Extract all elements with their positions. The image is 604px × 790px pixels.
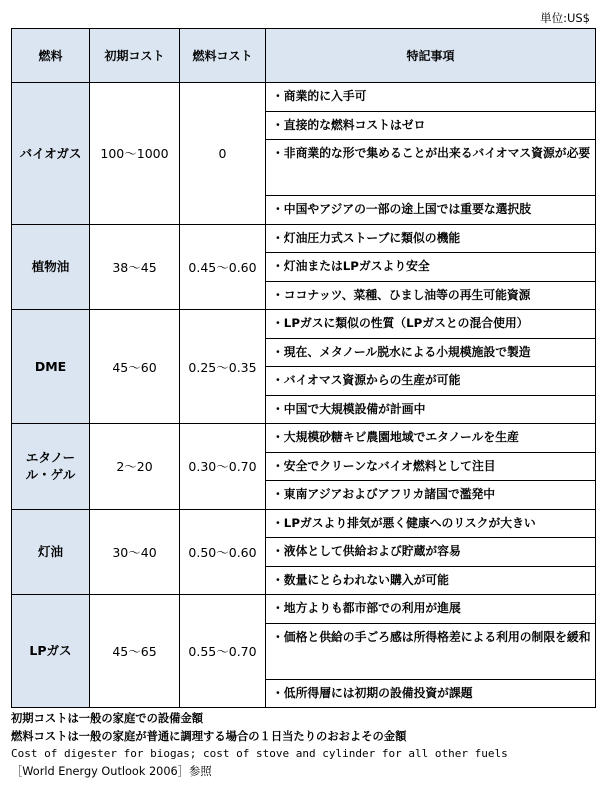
fuel-cost: 0.30〜0.70 <box>180 424 266 510</box>
note-item: ・液体として供給および貯蔵が容易 <box>266 538 595 567</box>
fuel-name: DME <box>12 310 90 424</box>
fuel-name: バイオガス <box>12 83 90 225</box>
initial-cost: 45〜65 <box>90 595 180 708</box>
note-item: ・ココナッツ、菜種、ひまし油等の再生可能資源 <box>272 287 531 302</box>
note-item: ・LPガスに類似の性質（LPガスとの混合使用） <box>266 310 595 339</box>
initial-cost: 2〜20 <box>90 424 180 510</box>
note-item: ・商業的に入手可 <box>266 83 595 112</box>
footnotes <box>11 710 508 780</box>
unit-label: 単位:US$ <box>540 11 590 25</box>
table-row-biogas <box>12 83 596 225</box>
notes-cell <box>266 310 596 424</box>
header-notes: 特記事項 <box>266 29 596 83</box>
note-item: ・非商業的な形で集めることが出来るバイオマス資源が必要 <box>266 140 595 196</box>
initial-cost: 45〜60 <box>90 310 180 424</box>
fuel-cost: 0 <box>180 83 266 225</box>
fuel-name: 植物油 <box>12 224 90 310</box>
note-item: ・地方よりも都市部での利用が進展 <box>266 595 595 624</box>
note-item: ・中国で大規模設備が計画中 <box>272 401 426 416</box>
note-item: ・価格と供給の手ごろ感は所得格差による利用の制限を緩和 <box>266 624 595 680</box>
fuel-cost: 0.45〜0.60 <box>180 224 266 310</box>
table-row-kerosene <box>12 509 596 595</box>
fuel-cost: 0.55〜0.70 <box>180 595 266 708</box>
initial-cost: 38〜45 <box>90 224 180 310</box>
note-item: ・東南アジアおよびアフリカ諸国で濫発中 <box>272 487 496 501</box>
fuel-cost: 0.25〜0.35 <box>180 310 266 424</box>
header-initial-cost: 初期コスト <box>90 29 180 83</box>
note-item: ・直接的な燃料コストはゼロ <box>266 112 595 141</box>
footnote-initial-cost: 初期コストは一般の家庭での設備金額 <box>11 712 204 725</box>
note-item: ・大規模砂糖キビ農園地域でエタノールを生産 <box>266 424 595 453</box>
notes-cell <box>266 424 596 510</box>
note-item: ・バイオマス資源からの生産が可能 <box>266 367 595 396</box>
notes-cell <box>266 224 596 310</box>
table-row-vegetable-oil <box>12 224 596 310</box>
fuel-name: エタノール・ゲル <box>12 424 90 510</box>
initial-cost: 30〜40 <box>90 509 180 595</box>
fuel-name: 灯油 <box>12 509 90 595</box>
fuel-name: LPガス <box>12 595 90 708</box>
note-item: ・安全でクリーンなバイオ燃料として注目 <box>266 453 595 482</box>
header-fuel-cost: 燃料コスト <box>180 29 266 83</box>
header-fuel: 燃料 <box>12 29 90 83</box>
table-row-ethanol-gel <box>12 424 596 510</box>
fuel-cost: 0.50〜0.60 <box>180 509 266 595</box>
note-item: ・数量にとらわれない購入が可能 <box>272 572 449 587</box>
notes-cell <box>266 509 596 595</box>
notes-cell <box>266 83 596 225</box>
table-row-dme <box>12 310 596 424</box>
note-item: ・灯油圧力式ストーブに類似の機能 <box>266 225 595 254</box>
header-row <box>12 29 596 83</box>
note-item: ・中国やアジアの一部の途上国では重要な選択肢 <box>272 202 532 216</box>
table-row-lpg <box>12 595 596 708</box>
note-item: ・LPガスより排気が悪く健康へのリスクが大きい <box>266 510 595 539</box>
initial-cost: 100〜1000 <box>90 83 180 225</box>
fuel-comparison-table <box>11 28 596 708</box>
note-item: ・灯油またはLPガスより安全 <box>266 253 595 282</box>
notes-cell <box>266 595 596 708</box>
footnote-source: ［World Energy Outlook 2006］参照 <box>11 764 212 778</box>
footnote-fuel-cost: 燃料コストは一般の家庭が普通に調理する場合の１日当たりのおおよその金額 <box>11 729 407 743</box>
footnote-english-note: Cost of digester for biogas; cost of stove and cylinder for all other fuels <box>11 747 508 760</box>
note-item: ・低所得層には初期の設備投資が課題 <box>272 685 473 700</box>
note-item: ・現在、メタノール脱水による小規模施設で製造 <box>266 339 595 368</box>
